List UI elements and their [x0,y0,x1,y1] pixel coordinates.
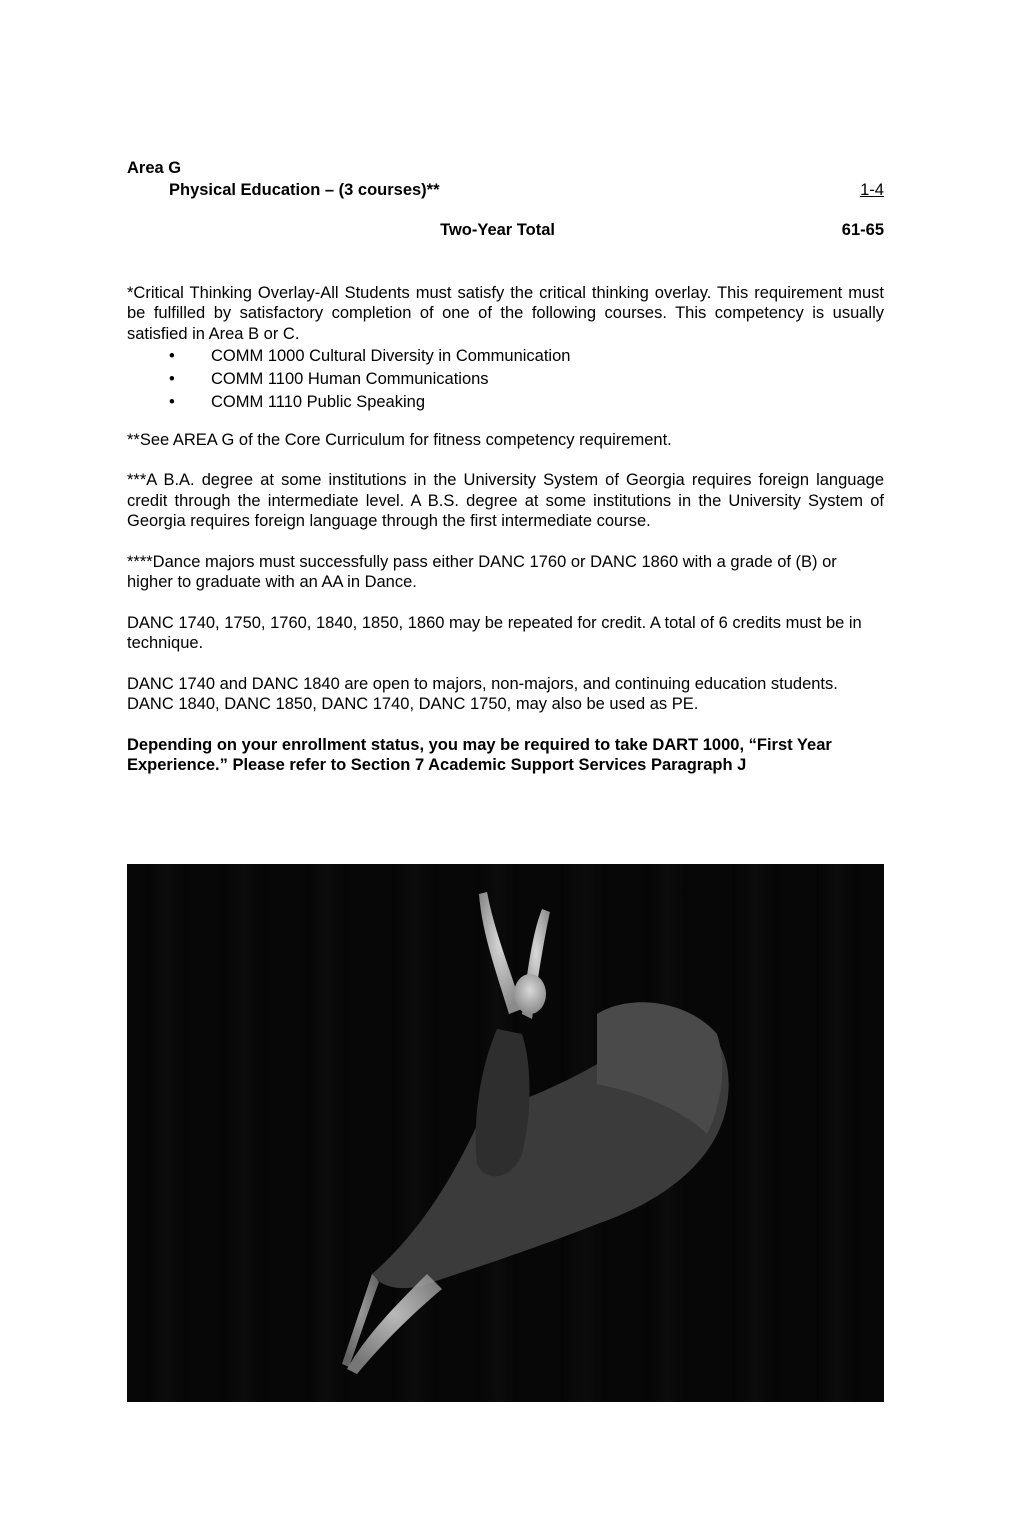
total-value: 61-65 [841,221,884,239]
course-name: COMM 1000 Cultural Diversity in Communication [211,347,571,365]
repeat-credit-note: DANC 1740, 1750, 1760, 1840, 1850, 1860 may be repeated for credit. A total of 6 credits must be in technique. [127,613,862,652]
pe-credits: 1-4 [860,180,884,199]
enrollment-note: Depending on your enrollment status, you may be required to take DART 1000, “First Year Experience.” Please refer to Section 7 Academic Support Services Paragraph J [127,735,832,774]
foreign-language-note: ***A B.A. degree at some institutions in the University System of Georgia requires foreign language credit through the intermediate level. A B.S. degree at some institutions in the University System of Georgia requires foreign language through the first intermediate course. [127,471,884,530]
list-item [127,369,884,390]
course-list [127,346,884,413]
critical-thinking-note: *Critical Thinking Overlay-All Students must satisfy the critical thinking overlay. This requirement must be fulfilled by satisfactory completion of one of the following courses. This competency is usually satisfied in Area B or C. [127,283,884,343]
list-item [127,346,884,367]
open-courses-note: DANC 1740 and DANC 1840 are open to majors, non-majors, and continuing education students. DANC 1840, DANC 1850, DANC 1740, DANC 1750, may also be used as PE. [127,674,838,713]
total-row [127,220,884,241]
area-g-note: **See AREA G of the Core Curriculum for fitness competency requirement. [127,430,672,449]
document-page [127,158,884,776]
dance-majors-note: ****Dance majors must successfully pass either DANC 1760 or DANC 1860 with a grade of (B) or higher to graduate with an AA in Dance. [127,552,837,591]
course-name: COMM 1110 Public Speaking [211,393,425,411]
bullet-icon: • [169,370,175,388]
course-name: COMM 1100 Human Communications [211,370,489,388]
list-item [127,392,884,413]
bullet-icon: • [169,393,175,411]
area-title: Area G [127,159,182,177]
dancer-photo [127,864,884,1402]
pe-row [127,180,884,201]
pe-label: Physical Education – (3 courses)** [169,180,440,199]
total-label: Two-Year Total [440,221,555,239]
bullet-icon: • [169,347,175,365]
